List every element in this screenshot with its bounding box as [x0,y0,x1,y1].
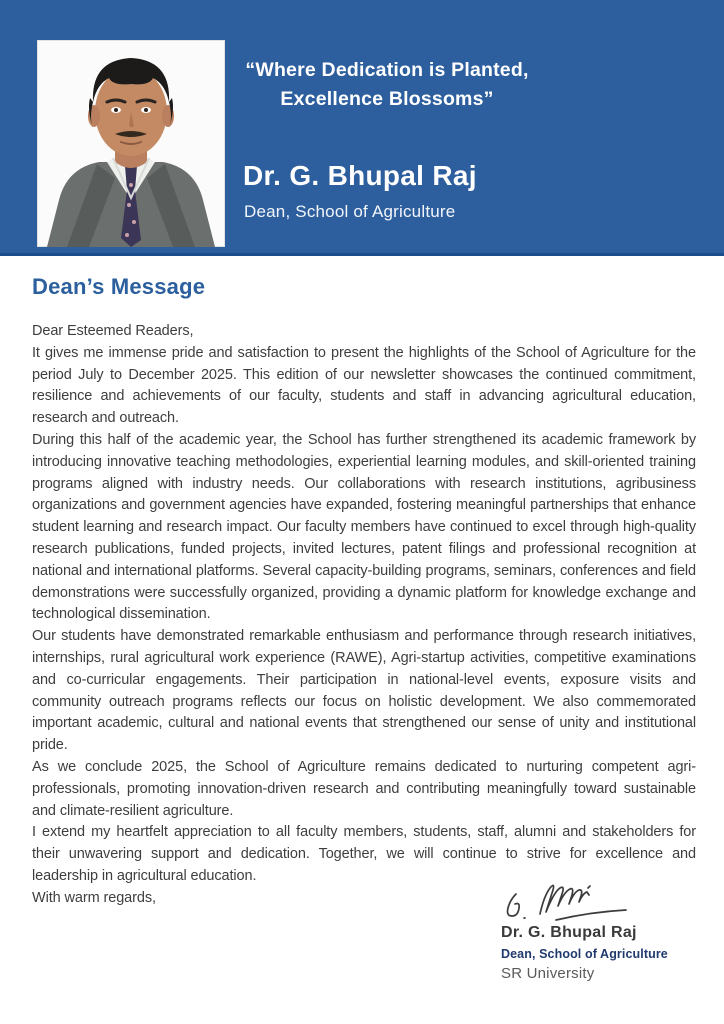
paragraph-3: Our students have demonstrated remarkable enthusiasm and performance through research initiatives, internships, rural agricultural work experience (RAWE), Agri-startup activities, competitive examinations and co-curricular engagements. Their participation in national-level events, exposure visits and community outreach programs reflects our focus on holistic development. We also commemorated important academic, cultural and national events that strengthened our sense of unity and institutional pride. [32,628,696,754]
signature-name: Dr. G. Bhupal Raj [501,924,637,941]
paragraph-1: It gives me immense pride and satisfaction to present the highlights of the School of Agriculture for the period July to December 2025. This edition of our newsletter showcases the continued commitment, resilience and achievements of our faculty, students and staff in advancing agricultural education, research and outreach. [32,344,696,427]
message-body [32,321,696,910]
signature-university: SR University [501,965,595,982]
header-banner [0,0,724,256]
page-title: Dean’s Message [32,274,206,299]
quote-line-1: “Where Dedication is Planted, [245,59,529,81]
signature-image [500,874,632,926]
closing-line: With warm regards, [32,889,156,906]
signature-role: Dean, School of Agriculture [501,947,668,961]
dean-portrait-illustration [37,40,225,247]
paragraph-4: As we conclude 2025, the School of Agriculture remains dedicated to nurturing competent agri-professionals, promoting innovation-driven research and contributing meaningfully toward sustainable and climate-resilient agriculture. [32,758,696,819]
header-quote [237,56,537,114]
dean-name: Dr. G. Bhupal Raj [243,160,477,191]
paragraph-5: I extend my heartfelt appreciation to all faculty members, students, staff, alumni and stakeholders for their unwavering support and dedication. Together, we will continue to strive for excellence and leadership in agricultural education. [32,824,696,884]
dean-photo [37,40,225,247]
dean-role: Dean, School of Agriculture [244,202,456,221]
paragraph-2: During this half of the academic year, the School has further strengthened its academic framework by introducing innovative teaching methodologies, experiential learning modules, and skill-oriented training programs aligned with industry needs. Our collaborations with research institutions, agribusiness organizations and government agencies have expanded, fostering meaningful partnerships that enhance student learning and research impact. Our faculty members have continued to excel through high-quality research publications, funded projects, invited lectures, patent filings and professional recognition at national and international platforms. Several capacity-building programs, seminars, conferences and field demonstrations were successfully organized, providing a dynamic platform for knowledge exchange and technological dissemination. [32,431,696,623]
greeting-line: Dear Esteemed Readers, [32,323,194,339]
quote-line-2: Excellence Blossoms” [280,88,494,110]
